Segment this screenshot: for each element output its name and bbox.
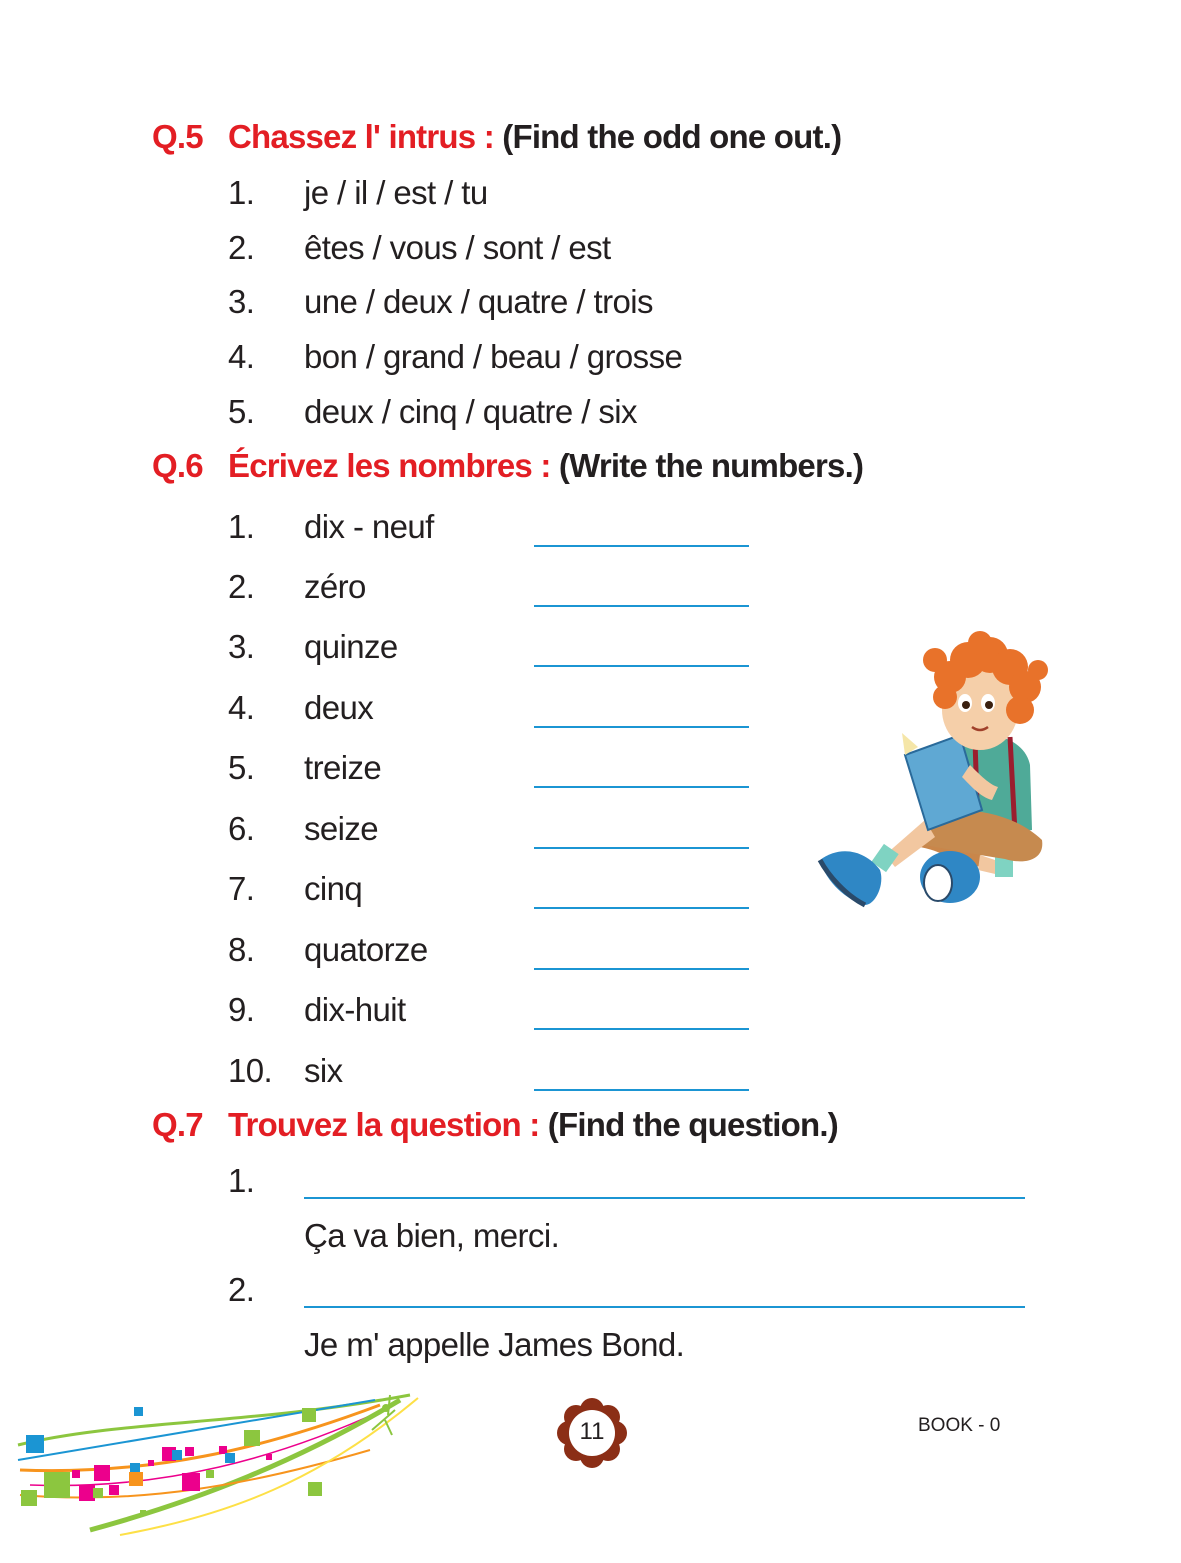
answer-blank-line[interactable]: [534, 907, 749, 909]
q5-title-en: (Find the odd one out.): [502, 118, 842, 155]
item-number: 3.: [228, 283, 255, 320]
item-text: êtes / vous / sont / est: [304, 229, 611, 266]
answer-blank-line[interactable]: [534, 726, 749, 728]
item-number: 3.: [228, 628, 255, 665]
item-text: une / deux / quatre / trois: [304, 283, 653, 320]
item-number: 2.: [228, 229, 255, 266]
item-text: deux / cinq / quatre / six: [304, 393, 637, 430]
item-number: 5.: [228, 393, 255, 430]
q6-title-en: (Write the numbers.): [558, 447, 864, 484]
q5-heading: [152, 118, 841, 156]
q6-number: Q.6: [152, 447, 203, 484]
item-text: cinq: [304, 870, 363, 907]
item-text: seize: [304, 810, 379, 847]
q7-number: Q.7: [152, 1106, 203, 1143]
q6-heading: [152, 447, 863, 485]
item-number: 10.: [228, 1052, 273, 1089]
footer-decoration: [0, 1390, 430, 1540]
item-text: six: [304, 1052, 343, 1089]
item-text: deux: [304, 689, 374, 726]
item-number: 2.: [228, 1271, 255, 1308]
item-number: 7.: [228, 870, 255, 907]
item-number: 8.: [228, 931, 255, 968]
shoe-sole: [924, 865, 952, 901]
pupil-shape: [985, 701, 993, 709]
answer-blank-line[interactable]: [534, 847, 749, 849]
reading-boy-illustration: [810, 615, 1070, 915]
answer-blank-line[interactable]: [534, 786, 749, 788]
item-number: 6.: [228, 810, 255, 847]
answer-blank-line[interactable]: [534, 605, 749, 607]
answer-blank-line[interactable]: [534, 1028, 749, 1030]
item-text: quatorze: [304, 931, 428, 968]
q7-answer: Je m' appelle James Bond.: [304, 1326, 685, 1363]
item-number: 5.: [228, 749, 255, 786]
answer-blank-line[interactable]: [534, 665, 749, 667]
q7-title-en: (Find the question.): [547, 1106, 838, 1143]
pupil-shape: [962, 701, 970, 709]
item-text: dix - neuf: [304, 508, 434, 545]
item-text: je / il / est / tu: [304, 174, 488, 211]
q7-title-fr: Trouvez la question :: [228, 1106, 540, 1143]
answer-blank-line[interactable]: [534, 968, 749, 970]
question-blank-line[interactable]: [304, 1197, 1025, 1199]
answer-blank-line[interactable]: [534, 1089, 749, 1091]
item-text: quinze: [304, 628, 398, 665]
item-text: zéro: [304, 568, 366, 605]
item-number: 1.: [228, 1162, 255, 1199]
q5-number: Q.5: [152, 118, 203, 155]
q6-title-fr: Écrivez les nombres :: [228, 447, 551, 484]
item-text: dix-huit: [304, 991, 406, 1028]
book-label: BOOK - 0: [918, 1415, 1001, 1436]
item-number: 4.: [228, 689, 255, 726]
item-number: 4.: [228, 338, 255, 375]
item-number: 9.: [228, 991, 255, 1028]
question-blank-line[interactable]: [304, 1306, 1025, 1308]
item-number: 1.: [228, 174, 255, 211]
q5-title-fr: Chassez l' intrus :: [228, 118, 494, 155]
q7-heading: [152, 1106, 838, 1144]
item-number: 2.: [228, 568, 255, 605]
item-text: bon / grand / beau / grosse: [304, 338, 683, 375]
q7-answer: Ça va bien, merci.: [304, 1217, 560, 1254]
page-number: 11: [579, 1418, 605, 1445]
item-text: treize: [304, 749, 382, 786]
item-number: 1.: [228, 508, 255, 545]
answer-blank-line[interactable]: [534, 545, 749, 547]
